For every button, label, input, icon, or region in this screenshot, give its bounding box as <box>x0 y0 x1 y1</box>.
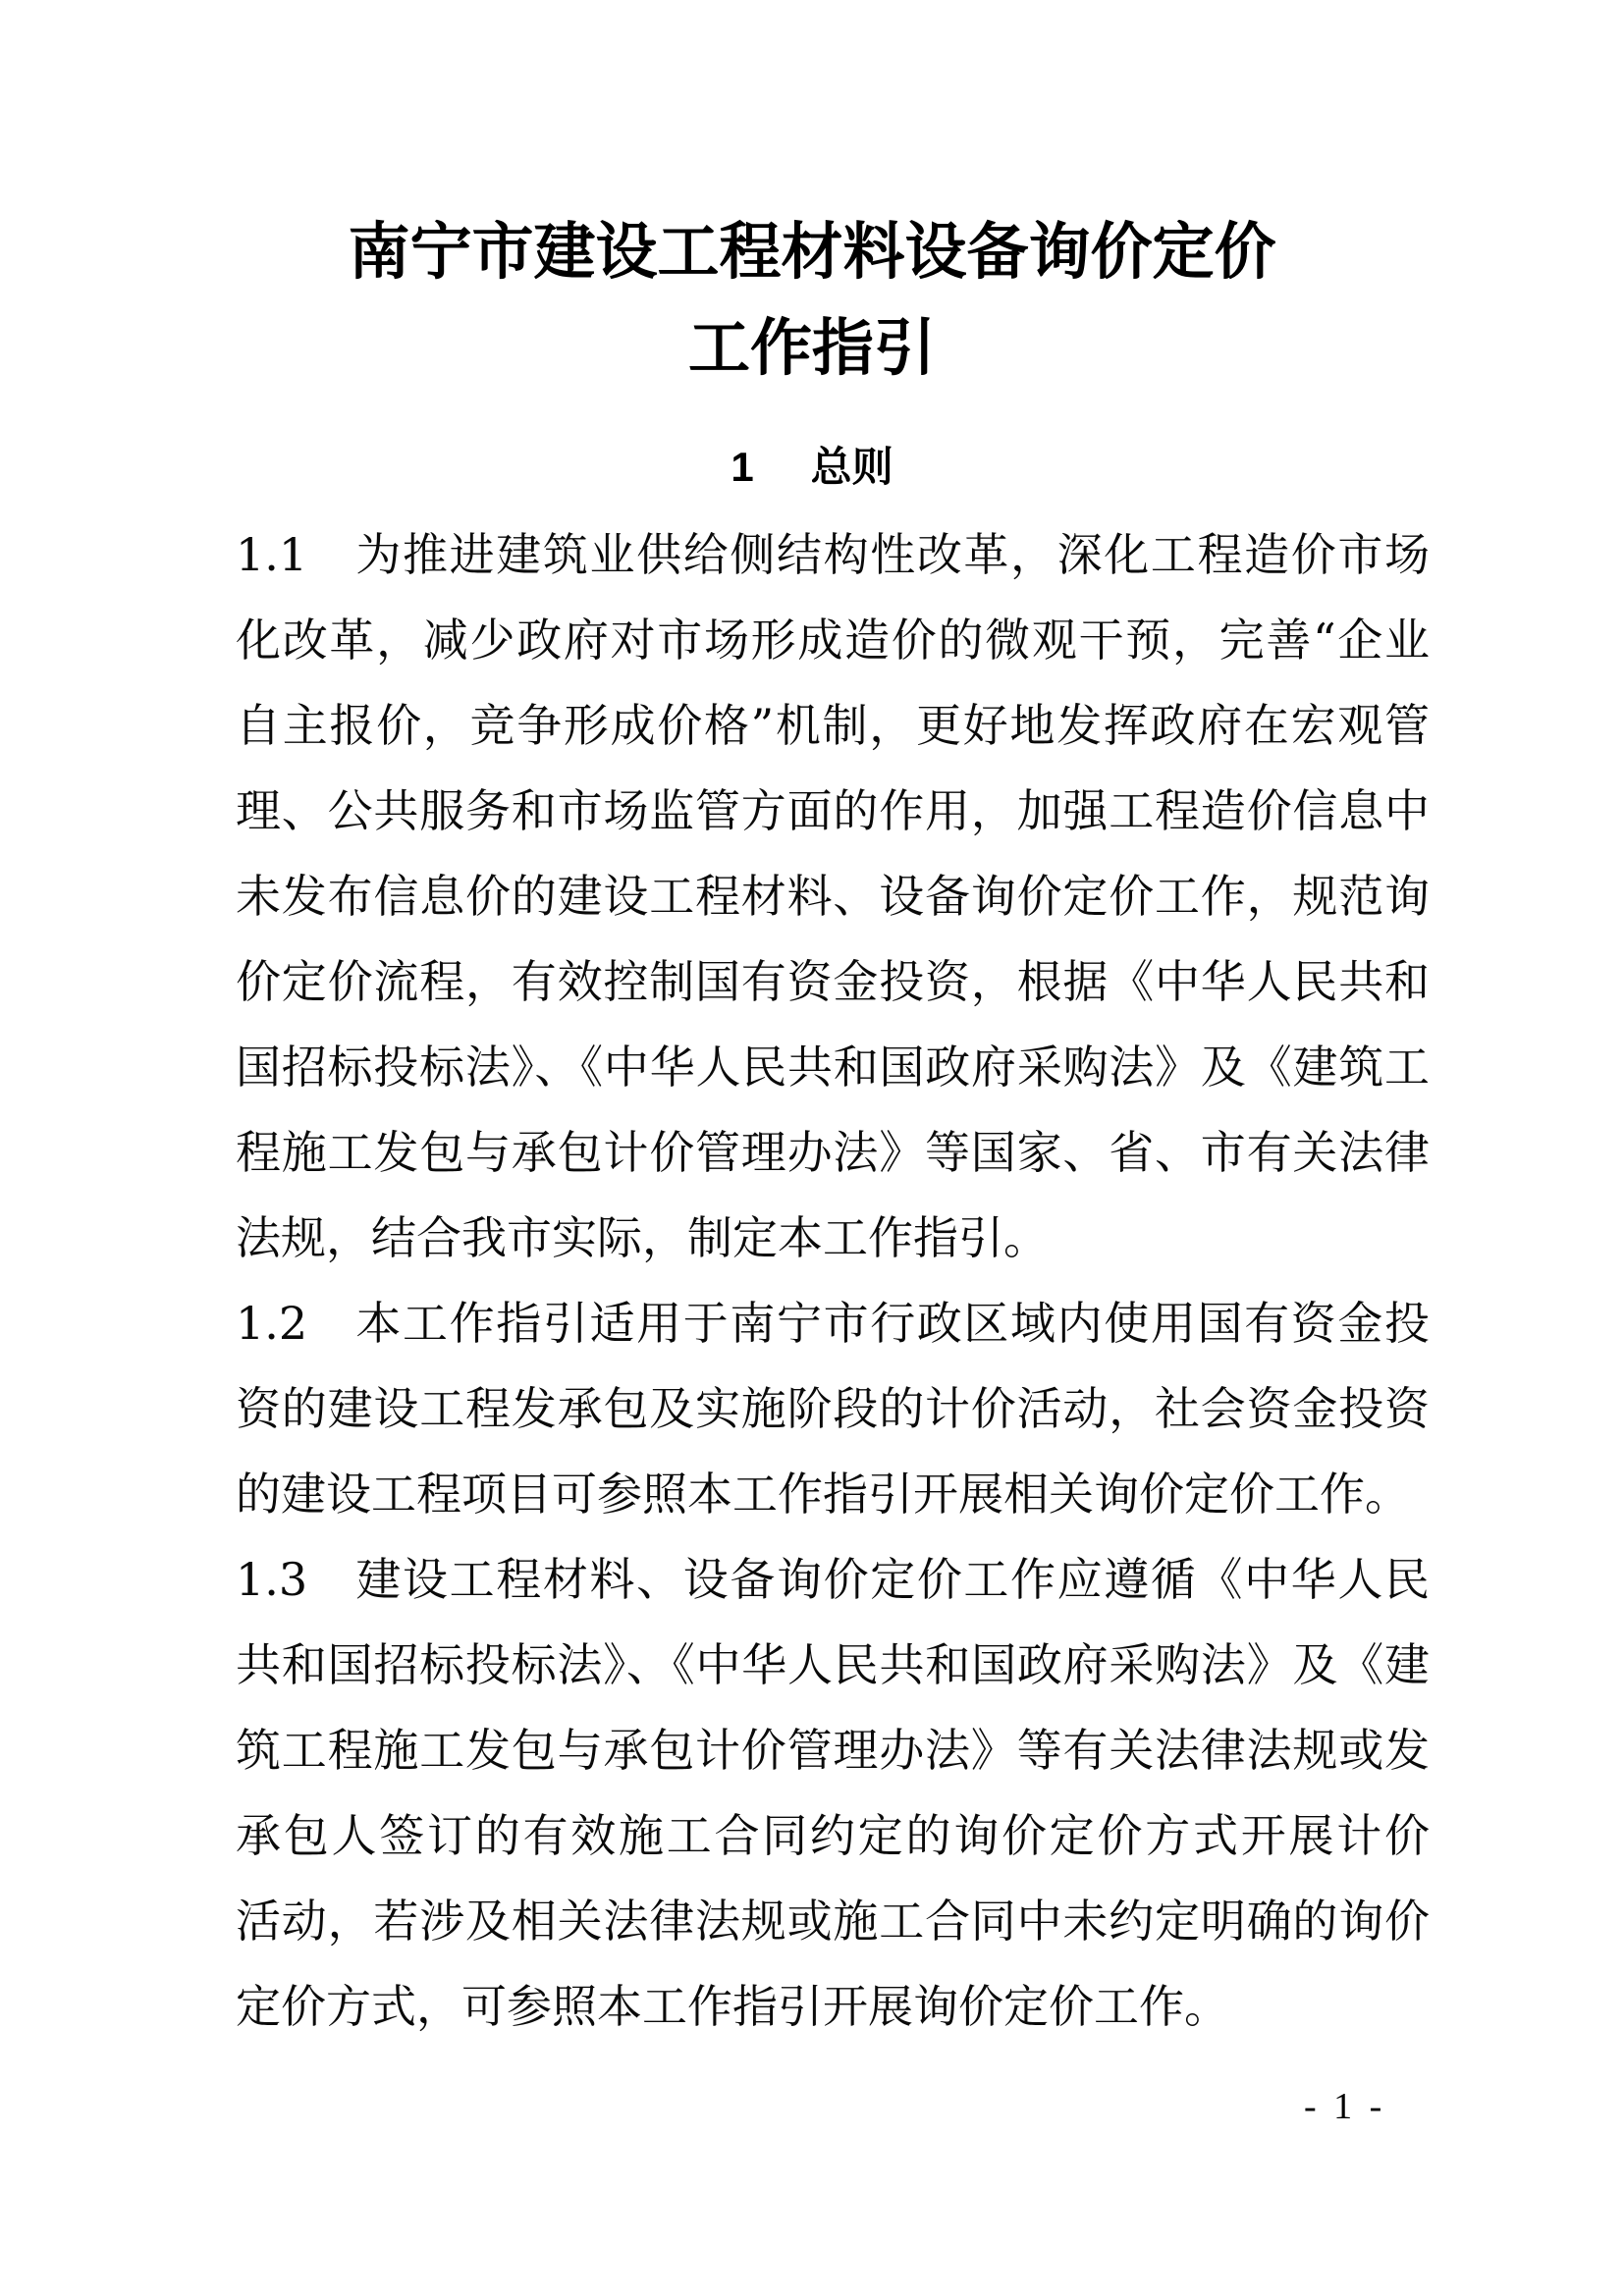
body-line: 价定价流程，有效控制国有资金投资，根据《中华人民共和 <box>236 955 1430 1008</box>
body-line: 活动，若涉及相关法律法规或施工合同中未约定明确的询价 <box>236 1895 1430 1948</box>
document-title <box>0 204 1624 397</box>
body-line: 共和国招标投标法》、《中华人民共和国政府采购法》及《建 <box>236 1638 1430 1691</box>
body-line: 的建设工程项目可参照本工作指引开展相关询价定价工作。 <box>236 1468 1410 1521</box>
body-line: 1.3 建设工程材料、设备询价定价工作应遵循《中华人民 <box>236 1553 1430 1606</box>
document-title-line1: 南宁市建设工程材料设备询价定价 <box>348 218 1276 287</box>
body-line: 定价方式，可参照本工作指引开展询价定价工作。 <box>236 1980 1229 2033</box>
document-title-line2: 工作指引 <box>688 314 936 383</box>
body-line: 法规，结合我市实际，制定本工作指引。 <box>236 1211 1049 1264</box>
body-line: 理、公共服务和市场监管方面的作用，加强工程造价信息中 <box>236 784 1430 837</box>
body-line: 1.1 为推进建筑业供给侧结构性改革，深化工程造价市场 <box>236 528 1430 581</box>
body-line: 筑工程施工发包与承包计价管理办法》等有关法律法规或发 <box>236 1724 1430 1777</box>
body-line: 化改革，减少政府对市场形成造价的微观干预，完善“企业 <box>236 614 1430 667</box>
body-line: 资的建设工程发承包及实施阶段的计价活动，社会资金投资 <box>236 1382 1430 1435</box>
body-line: 国招标投标法》、《中华人民共和国政府采购法》及《建筑工 <box>236 1041 1430 1094</box>
section-title: 总则 <box>810 444 893 490</box>
page-number: - 1 - <box>1304 2086 1386 2127</box>
body-line: 自主报价，竞争形成价格”机制，更好地发挥政府在宏观管 <box>236 699 1430 752</box>
document-body <box>236 512 1430 2050</box>
body-line: 1.2 本工作指引适用于南宁市行政区域内使用国有资金投 <box>236 1297 1430 1350</box>
section-heading <box>0 442 1624 493</box>
body-line: 程施工发包与承包计价管理办法》等国家、省、市有关法律 <box>236 1126 1430 1179</box>
body-line: 承包人签订的有效施工合同约定的询价定价方式开展计价 <box>236 1809 1430 1862</box>
body-line: 未发布信息价的建设工程材料、设备询价定价工作，规范询 <box>236 870 1430 923</box>
section-number: 1 <box>731 444 754 490</box>
